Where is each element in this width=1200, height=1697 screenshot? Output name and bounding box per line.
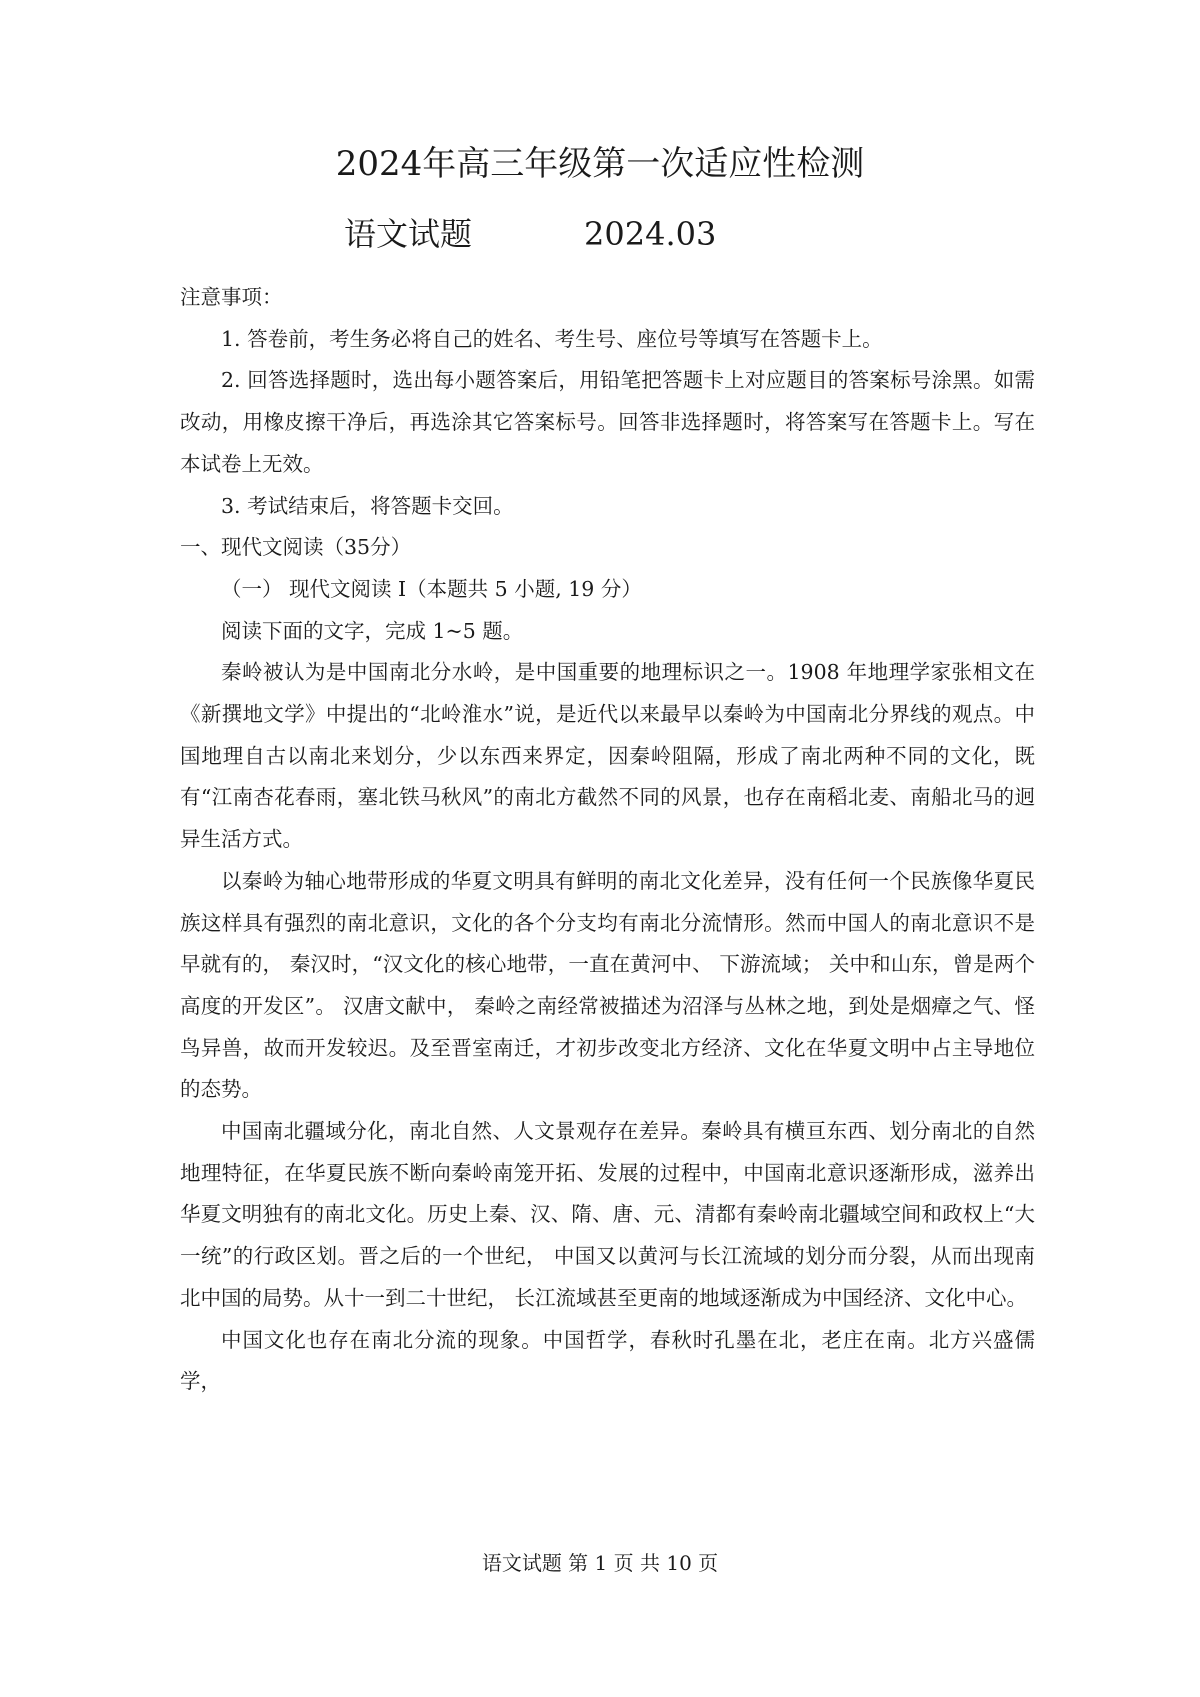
exam-title: 2024年高三年级第一次适应性检测: [335, 144, 865, 184]
reading-instruction: 阅读下面的文字，完成 1~5 题。: [221, 618, 524, 643]
page-footer: 语文试题 第 1 页 共 10 页: [481, 1551, 719, 1575]
exam-date: 2024.03: [584, 215, 717, 253]
notice-item-2: 2. 回答选择题时，选出每小题答案后，用铅笔把答题卡上对应题目的答案标号涂黑。如需改动，用橡皮擦干净后，再选涂其它答案标号。回答非选择题时，将答案写在答题卡上。写在本试卷上无效。: [180, 368, 1035, 476]
notice-item-3: 3. 考试结束后，将答题卡交回。: [221, 493, 514, 518]
passage-paragraph: 以秦岭为轴心地带形成的华夏文明具有鲜明的南北文化差异，没有任何一个民族像华夏民族这样具有强烈的南北意识，文化的各个分支均有南北分流情形。然而中国人的南北意识不是早就有的， 秦汉时，“汉文化的核心地带，一直在黄河中、 下游流域； 关中和山东，曾是两个高度的开发区”。 汉唐文献中， 秦岭之南经常被描述为沼泽与丛林之地，到处是烟瘴之气、怪鸟异兽，故而开发较迟。及至晋室南迁，才初步改变北方经济、文化在华夏文明中占主导地位的态势。: [180, 868, 1035, 1102]
section-heading: 一、现代文阅读（35分）: [180, 535, 412, 560]
passage-paragraph: 秦岭被认为是中国南北分水岭，是中国重要的地理标识之一。1908 年地理学家张相文在《新撰地文学》中提出的“北岭淮水”说，是近代以来最早以秦岭为中国南北分界线的观点。中国地理自古以南北来划分，少以东西来界定，因秦岭阻隔，形成了南北两种不同的文化，既有“江南杏花春雨，塞北铁马秋风”的南北方截然不同的风景，也存在南稻北麦、南船北马的迥异生活方式。: [180, 660, 1035, 852]
subsection-heading: （一） 现代文阅读 I（本题共 5 小题, 19 分）: [221, 576, 642, 601]
subject-label: 语文试题: [344, 215, 473, 253]
passage-paragraph: 中国文化也存在南北分流的现象。中国哲学，春秋时孔墨在北，老庄在南。北方兴盛儒学，: [180, 1327, 1035, 1394]
passage-paragraph: 中国南北疆域分化，南北自然、人文景观存在差异。秦岭具有横亘东西、划分南北的自然地理特征，在华夏民族不断向秦岭南笼开拓、发展的过程中，中国南北意识逐渐形成，滋养出华夏文明独有的南北文化。历史上秦、汉、隋、唐、元、清都有秦岭南北疆域空间和政权上“大一统”的行政区划。晋之后的一个世纪， 中国又以黄河与长江流域的划分而分裂，从而出现南北中国的局势。从十一到二十世纪， 长江流域甚至更南的地域逐渐成为中国经济、文化中心。: [180, 1119, 1035, 1310]
exam-body: [180, 277, 1035, 1403]
notice-item-1: 1. 答卷前，考生务必将自己的姓名、考生号、座位号等填写在答题卡上。: [221, 326, 883, 351]
exam-subtitle: [344, 212, 717, 256]
notice-heading: 注意事项：: [180, 285, 283, 309]
